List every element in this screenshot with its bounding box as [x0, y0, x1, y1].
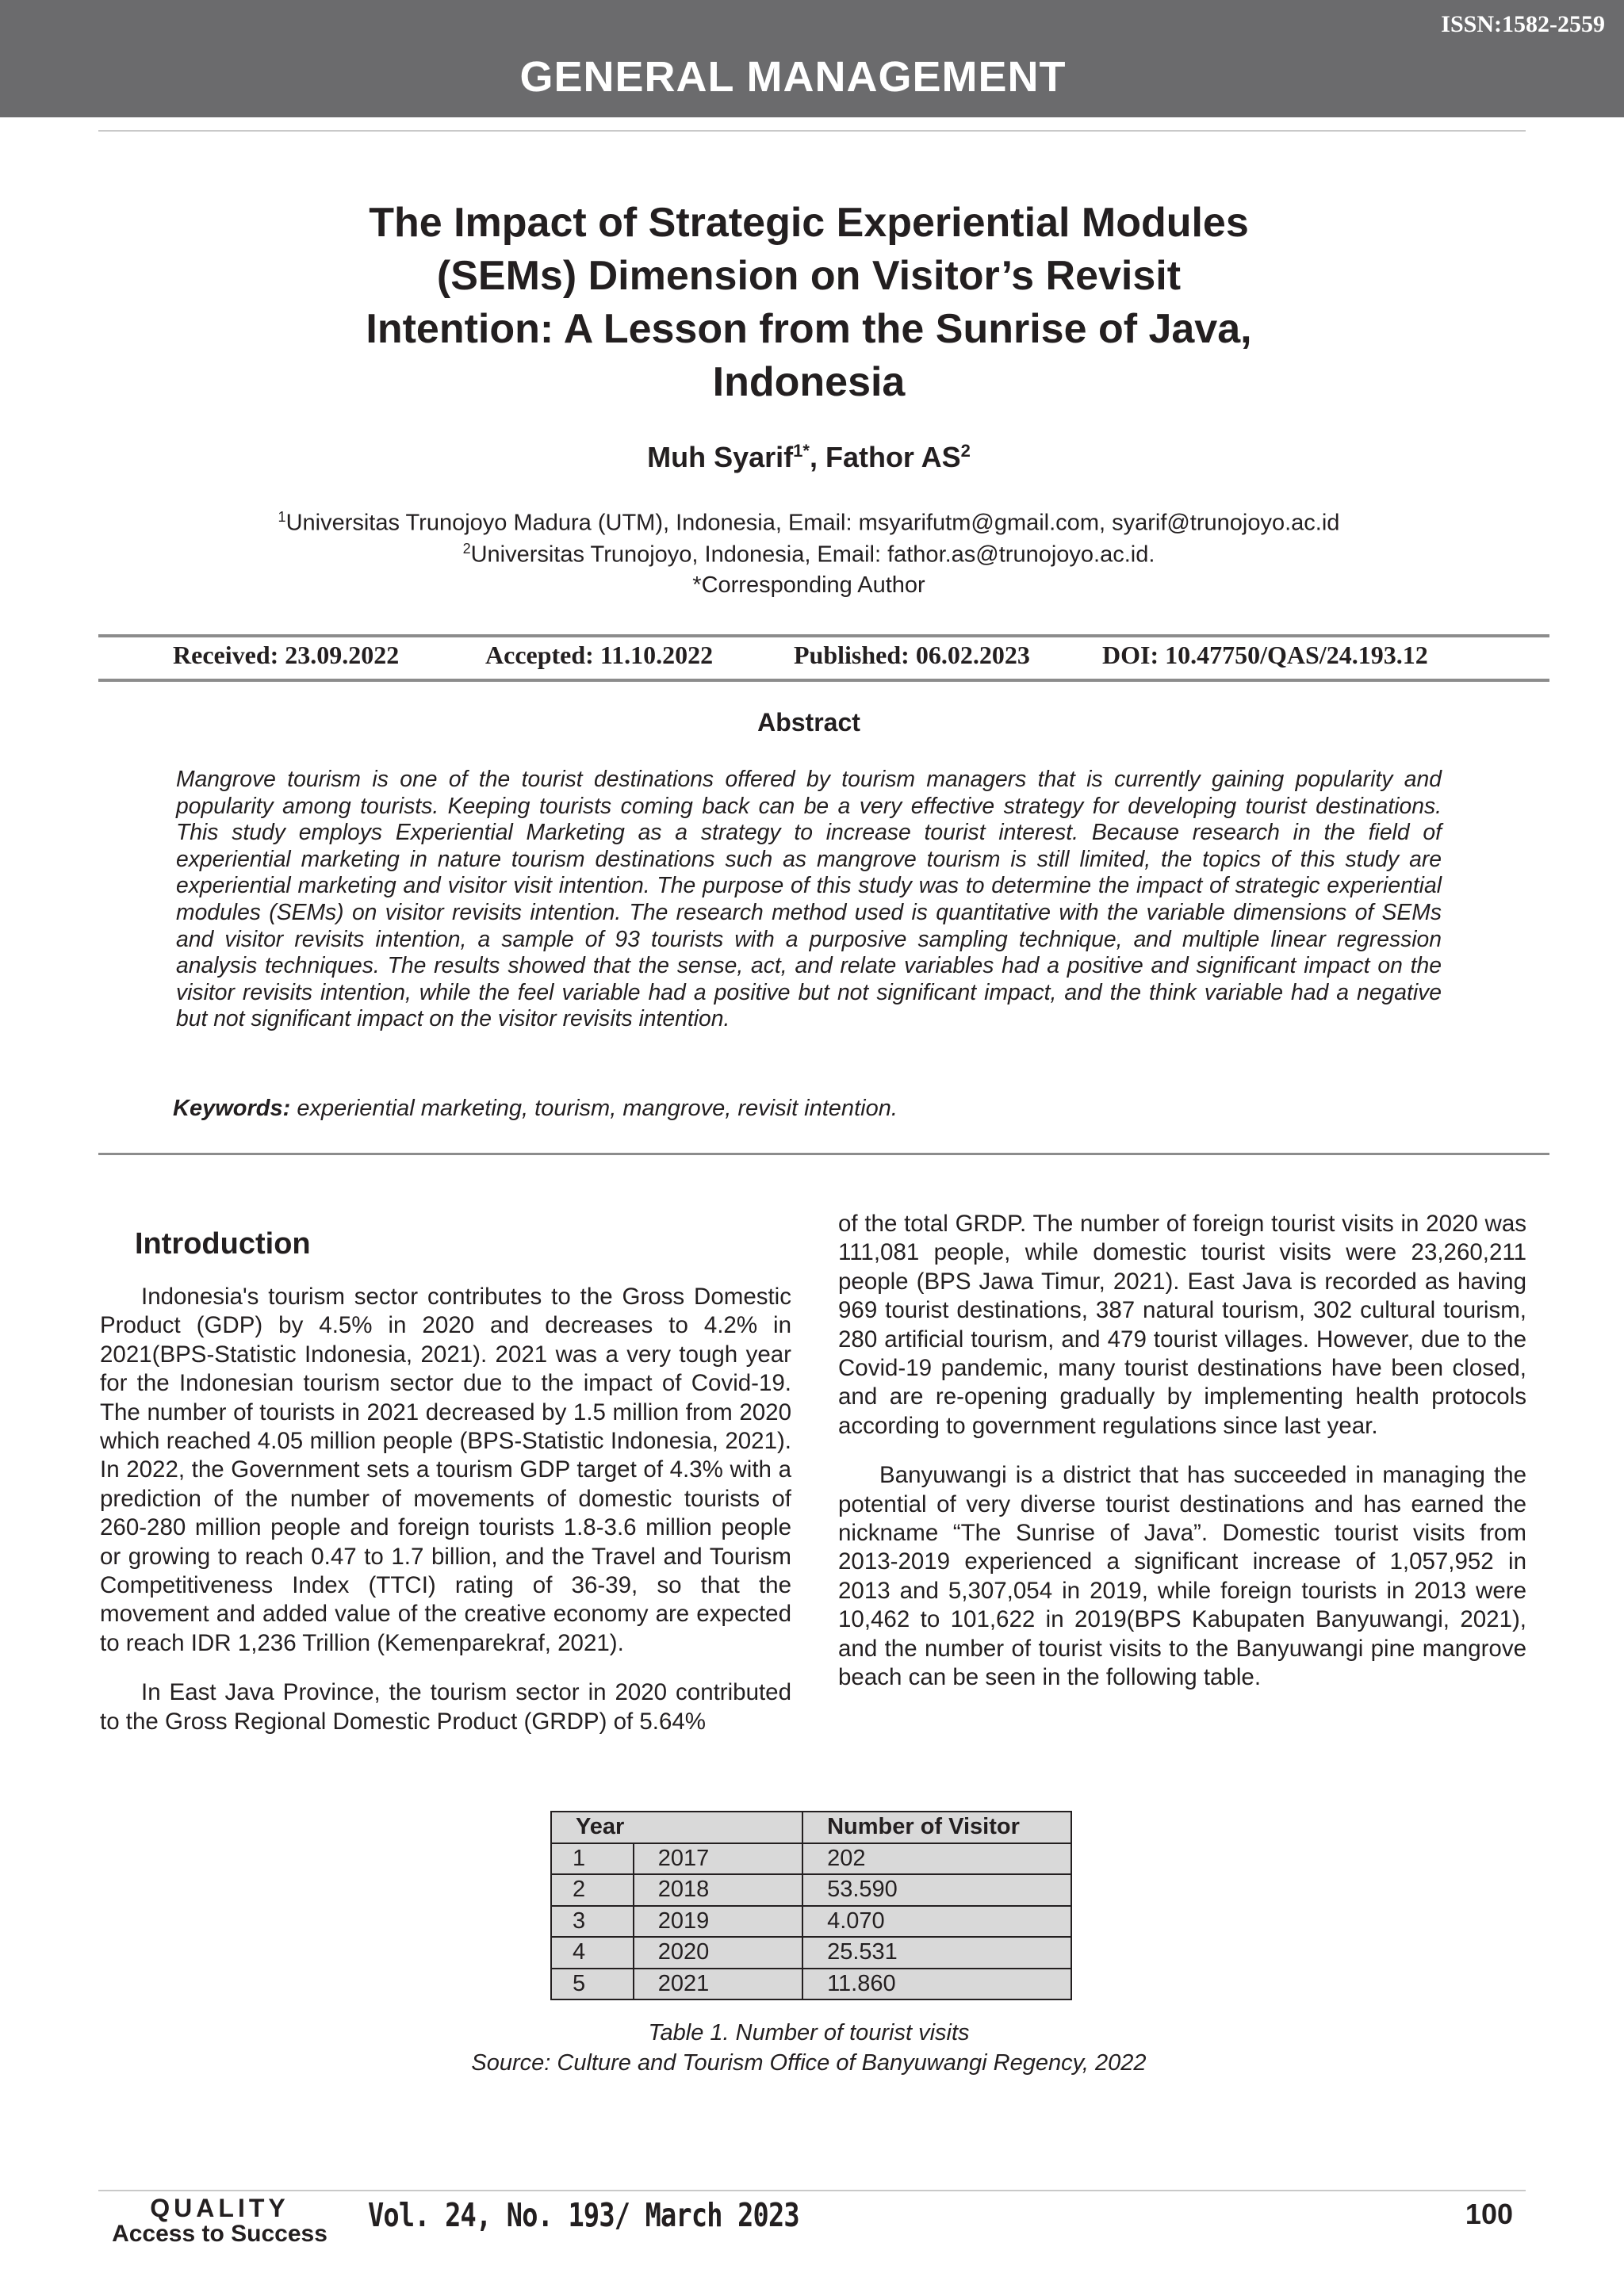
keywords-label: Keywords:: [173, 1096, 291, 1121]
affiliation-marker: 1: [278, 509, 286, 525]
table-row: [551, 1906, 1071, 1938]
logo-wordmark: QUALITY: [150, 2194, 289, 2222]
dates-top-rule: [98, 634, 1549, 637]
published-date: Published: 06.02.2023: [794, 641, 1030, 669]
article-title: The Impact of Strategic Experiential Modules (SEMs) Dimension on Visitor’s Revisit Intention: A Lesson from the Sunrise of Java, Indonesia: [366, 200, 1252, 405]
table-row: [551, 1874, 1071, 1906]
affiliation: [0, 541, 1618, 568]
table-cell-visitors: 25.531: [802, 1937, 1071, 1969]
keywords-text: experiential marketing, tourism, mangrove, revisit intention.: [290, 1096, 898, 1121]
table-source: Source: Culture and Tourism Office of Banyuwangi Regency, 2022: [471, 2050, 1147, 2076]
dates-bottom-rule: [98, 679, 1549, 682]
table-cell-year: 2018: [634, 1874, 802, 1906]
section-title: GENERAL MANAGEMENT: [519, 53, 1067, 101]
table-cell-visitors: 53.590: [802, 1874, 1071, 1906]
author-marker: 1*: [793, 441, 810, 461]
table-header-row: [551, 1812, 1071, 1843]
table-row: [551, 1937, 1071, 1969]
journal-logo: [108, 2195, 331, 2247]
table-caption: Table 1. Number of tourist visits: [648, 2020, 970, 2045]
accepted-date: Accepted: 11.10.2022: [485, 641, 714, 669]
table-header-year: Year: [551, 1812, 802, 1843]
doi: DOI: 10.47750/QAS/24.193.12: [1102, 641, 1428, 669]
footer-divider: [98, 2190, 1526, 2191]
author-marker: 2: [960, 441, 971, 461]
keywords: [173, 1096, 898, 1122]
affiliation-marker: 2: [462, 541, 471, 557]
abstract-heading: Abstract: [757, 708, 860, 737]
header-divider: [98, 130, 1526, 132]
affiliation: [0, 509, 1618, 537]
table-row: [551, 1969, 1071, 2000]
right-column: [838, 1210, 1526, 1713]
authors: [0, 441, 1618, 474]
table-cell-year: 2021: [634, 1969, 802, 2000]
table-cell-year: 2017: [634, 1843, 802, 1875]
visitor-table: [550, 1811, 1072, 2000]
table-cell-year: 2020: [634, 1937, 802, 1969]
header-band: [0, 0, 1624, 117]
table-cell-visitors: 4.070: [802, 1906, 1071, 1938]
author-separator: ,: [809, 441, 825, 473]
paragraph: Indonesia's tourism sector contributes to the Gross Domestic Product (GDP) by 4.5% in 2020 and decreases to 4.2% in 2021(BPS-Statistic Indonesia, 2021). 2021 was a very tough year for the Indonesian tourism sector due to the impact of Covid-19. The number of tourists in 2021 decreased by 1.5 million from 2020 which reached 4.05 million people (BPS-Statistic Indonesia, 2021). In 2022, the Government sets a tourism GDP target of 4.3% with a prediction of the number of movements of domestic tourists of 260-280 million people and foreign tourists 1.8-3.6 million people or growing to reach 0.47 to 1.7 billion, and the Travel and Tourism Competitiveness Index (TTCI) rating of 36-39, so that the movement and added value of the creative economy are expected to reach IDR 1,236 Trillion (Kemenparekraf, 2021).: [100, 1284, 791, 1656]
page-number: 100: [1465, 2198, 1513, 2230]
table-row: [551, 1843, 1071, 1875]
paragraph: In East Java Province, the tourism sector in 2020 contributed to the Gross Regional Domestic Product (GRDP) of 5.64%: [100, 1679, 791, 1735]
table-cell-no: 1: [551, 1843, 634, 1875]
received-date: Received: 23.09.2022: [173, 641, 400, 669]
table-cell-no: 2: [551, 1874, 634, 1906]
author-name: Fathor AS: [825, 441, 961, 473]
table-cell-visitors: 11.860: [802, 1969, 1071, 2000]
left-column: [100, 1283, 791, 1757]
paragraph: of the total GRDP. The number of foreign tourist visits in 2020 was 111,081 people, while domestic tourist visits were 23,260,211 people (BPS Jawa Timur, 2021). East Java is recorded as having 969 tourist destinations, 387 natural tourism, 302 cultural tourism, 280 artificial tourism, and 479 tourist villages. However, due to the Covid-19 pandemic, many tourist destinations have been closed, and are re-opening gradually by implementing health protocols according to government regulations since last year.: [838, 1211, 1526, 1439]
affiliation-text: Universitas Trunojoyo Madura (UTM), Indonesia, Email: msyarifutm@gmail.com, syarif@trunojoyo.ac.id: [285, 510, 1340, 536]
abstract-divider: [98, 1153, 1549, 1155]
issn: ISSN:1582-2559: [1441, 11, 1605, 37]
introduction-heading: Introduction: [135, 1227, 311, 1261]
paragraph: Banyuwangi is a district that has succeeded in managing the potential of very diverse tourist destinations and has earned the nickname “The Sunrise of Java”. Domestic tourist visits from 2013-2019 experienced a significant increase of 1,057,952 in 2013 and 5,307,054 in 2019, while foreign tourists in 2013 were 10,462 to 101,622 in 2019(BPS Kabupaten Banyuwangi, 2021), and the number of tourist visits to the Banyuwangi pine mangrove beach can be seen in the following table.: [838, 1462, 1526, 1691]
table-cell-no: 5: [551, 1969, 634, 2000]
table-cell-visitors: 202: [802, 1843, 1071, 1875]
corresponding-author-note: *Corresponding Author: [692, 572, 925, 598]
table-cell-no: 3: [551, 1906, 634, 1938]
table-cell-no: 4: [551, 1937, 634, 1969]
abstract-text: Mangrove tourism is one of the tourist destinations offered by tourism managers that is currently gaining popularity and popularity among tourists. Keeping tourists coming back can be a very effective strategy for developing tourist destinations. This study employs Experiential Marketing as a strategy to increase tourist interest. Because research in the field of experiential marketing in nature tourism destinations such as mangrove tourism is still limited, the topics of this study are experiential marketing and visitor visit intention. The purpose of this study was to determine the impact of strategic experiential modules (SEMs) on visitor revisits intention. The research method used is quantitative with the variable dimensions of SEMs and visitor revisits intention, a sample of 93 tourists with a purposive sampling technique, and multiple linear regression analysis techniques. The results showed that the sense, act, and relate variables had a positive and significant impact on the visitor revisits intention, while the feel variable had a positive but not significant impact, and the think variable had a negative but not significant impact on the visitor revisits intention.: [176, 766, 1442, 1031]
volume-issue: Vol. 24, No. 193/ March 2023: [368, 2196, 799, 2234]
logo-tagline: Access to Success: [112, 2221, 327, 2247]
table-header-visitors: Number of Visitor: [802, 1812, 1071, 1843]
table-cell-year: 2019: [634, 1906, 802, 1938]
affiliation-text: Universitas Trunojoyo, Indonesia, Email: fathor.as@trunojoyo.ac.id.: [470, 541, 1155, 568]
author-name: Muh Syarif: [647, 441, 794, 473]
